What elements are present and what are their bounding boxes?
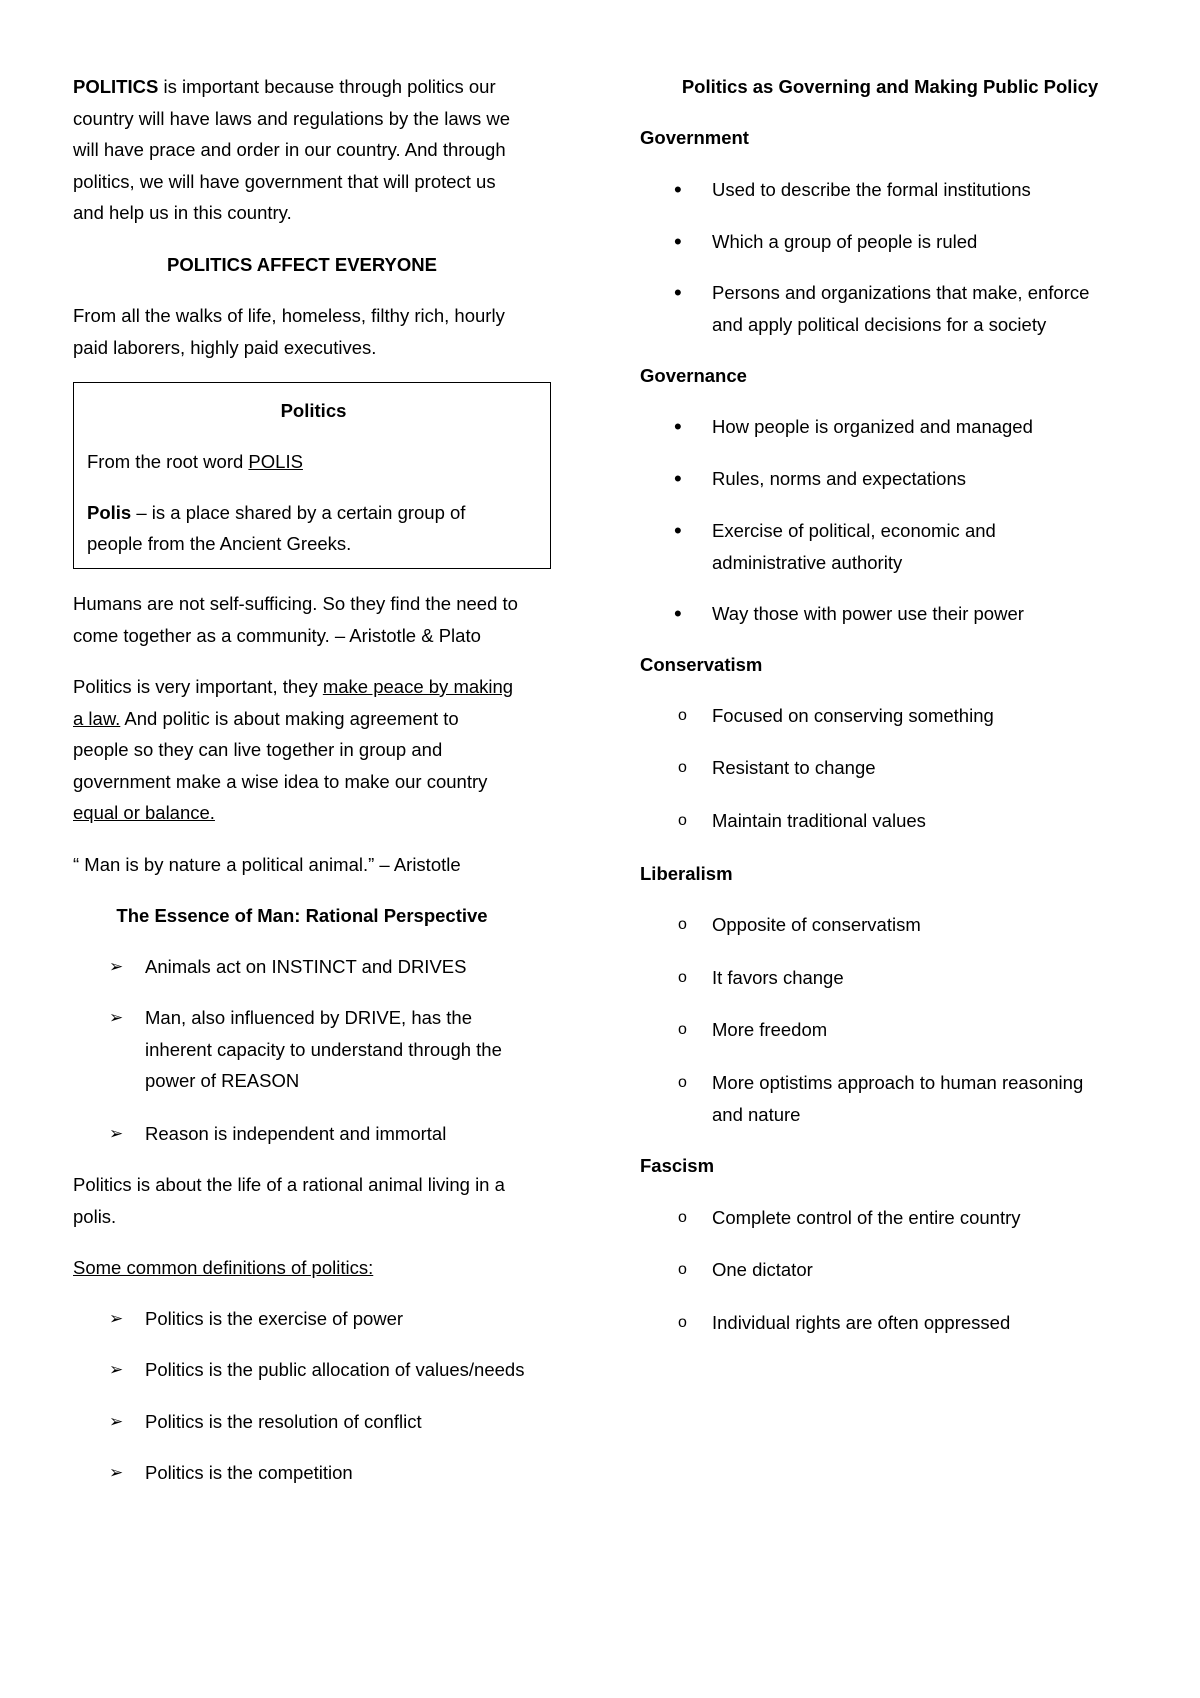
government-item-1: Used to describe the formal institutions <box>712 179 1031 200</box>
conservatism-title-text: Conservatism <box>640 654 763 675</box>
essence-item-3-line-1: Reason is independent and immortal <box>145 1123 447 1144</box>
humans-line-1: Humans are not self-sufficing. So they find the need to <box>73 593 518 614</box>
intro-line-1-text: is important because through politics our <box>158 76 496 97</box>
conservatism-item-3: Maintain traditional values <box>712 810 926 831</box>
right-heading <box>640 71 1160 103</box>
governance-item-3-line-1: Exercise of political, economic and <box>712 520 996 541</box>
fascism-item-1: Complete control of the entire country <box>712 1207 1021 1228</box>
intro-paragraph <box>73 71 573 229</box>
governance-title <box>640 360 1160 392</box>
box-polis-term: Polis <box>87 502 132 523</box>
right-heading-text: Politics as Governing and Making Public Policy <box>681 76 1099 97</box>
governance-item-text <box>712 598 1160 630</box>
governance-item-2: Rules, norms and expectations <box>712 468 966 489</box>
governance-item-text <box>712 411 1160 443</box>
bullet-dot-icon: • <box>674 177 682 202</box>
government-item-3-line-1: Persons and organizations that make, enforce <box>712 282 1090 303</box>
liberalism-title <box>640 858 1160 890</box>
intro-line-3: will have prace and order in our country. And through <box>73 139 506 160</box>
definition-3: Politics is the resolution of conflict <box>145 1411 422 1432</box>
bullet-dot-icon: • <box>674 601 682 626</box>
definition-item-text <box>145 1457 573 1489</box>
intro-line-2: country will have laws and regulations by the laws we <box>73 107 511 129</box>
circle-bullet-icon: o <box>678 1074 687 1091</box>
essence-item-2-line-1: Man, also influenced by DRIVE, has the <box>145 1007 473 1028</box>
arrow-bullet-icon: ➢ <box>109 1309 124 1328</box>
definition-1: Politics is the exercise of power <box>145 1308 404 1329</box>
intro-line-4: politics, we will have government that will protect us <box>73 170 496 192</box>
circle-bullet-icon: o <box>678 969 687 986</box>
government-item-text <box>712 277 1160 340</box>
essence-heading <box>73 900 573 932</box>
government-item-2: Which a group of people is ruled <box>712 231 978 252</box>
circle-bullet-icon: o <box>678 812 687 829</box>
importance-l1-underline: make peace by making <box>322 676 514 697</box>
humans-line-2: come together as a community. – Aristotle & Plato <box>73 624 481 646</box>
circle-bullet-icon: o <box>678 916 687 933</box>
polis-definition-box <box>73 382 551 569</box>
box-polis-line-1 <box>87 497 540 529</box>
essence-item-2-line-2: inherent capacity to understand through the <box>145 1038 502 1060</box>
circle-bullet-icon: o <box>678 1209 687 1226</box>
government-title <box>640 122 1160 154</box>
essence-item-2-line-3: power of REASON <box>145 1070 300 1091</box>
walks-paragraph <box>73 300 573 363</box>
definition-item-text <box>145 1354 573 1386</box>
intro-bold: POLITICS <box>73 76 159 97</box>
arrow-bullet-icon: ➢ <box>109 1124 124 1143</box>
conservatism-item-2: Resistant to change <box>712 757 876 778</box>
walks-line-2: paid laborers, highly paid executives. <box>73 336 377 358</box>
governance-item-text <box>712 515 1160 578</box>
essence-item-1-line-1: Animals act on INSTINCT and DRIVES <box>145 956 467 977</box>
rational-line-2: polis. <box>73 1205 117 1227</box>
fascism-title <box>640 1150 1160 1182</box>
importance-line-5 <box>73 797 573 829</box>
affect-heading-text: POLITICS AFFECT EVERYONE <box>167 254 437 275</box>
importance-line-2 <box>73 703 573 735</box>
arrow-bullet-icon: ➢ <box>109 1360 124 1379</box>
importance-line-4: government make a wise idea to make our country <box>73 770 488 792</box>
humans-paragraph <box>73 588 573 651</box>
importance-line-1 <box>73 671 573 703</box>
box-root-prefix: From the root word <box>87 451 249 472</box>
walks-line-1: From all the walks of life, homeless, filthy rich, hourly <box>73 305 505 326</box>
arrow-bullet-icon: ➢ <box>109 1008 124 1027</box>
box-root-line <box>87 446 540 478</box>
government-title-text: Government <box>640 127 749 148</box>
liberalism-item-text <box>712 909 1160 941</box>
box-polis-line-2: people from the Ancient Greeks. <box>87 533 352 554</box>
arrow-bullet-icon: ➢ <box>109 957 124 976</box>
essence-item-text <box>145 1118 573 1150</box>
importance-l2-underline: a law. <box>73 707 121 729</box>
box-title-text: Politics <box>280 400 347 421</box>
liberalism-item-1: Opposite of conservatism <box>712 914 921 935</box>
fascism-item-text <box>712 1254 1160 1286</box>
definition-item-text <box>145 1406 573 1438</box>
affect-heading <box>73 249 573 281</box>
government-item-3-line-2: and apply political decisions for a society <box>712 313 1047 335</box>
liberalism-item-text <box>712 1014 1160 1046</box>
arrow-bullet-icon: ➢ <box>109 1463 124 1482</box>
importance-l1-text: Politics is very important, they <box>73 676 323 697</box>
bullet-dot-icon: • <box>674 466 682 491</box>
essence-item-text <box>145 1002 573 1097</box>
conservatism-item-text <box>712 700 1160 732</box>
government-item-text <box>712 174 1160 206</box>
liberalism-item-4-line-1: More optistims approach to human reasoning <box>712 1072 1084 1093</box>
definition-2: Politics is the public allocation of values/needs <box>145 1359 525 1380</box>
conservatism-item-1: Focused on conserving something <box>712 705 994 726</box>
box-root-word: POLIS <box>248 451 303 472</box>
intro-line-5: and help us in this country. <box>73 202 292 223</box>
liberalism-item-text <box>712 1067 1160 1130</box>
definitions-heading <box>73 1252 573 1284</box>
box-title <box>87 395 540 427</box>
conservatism-item-text <box>712 805 1160 837</box>
aristotle-quote: “ Man is by nature a political animal.” – Aristotle <box>73 854 461 875</box>
circle-bullet-icon: o <box>678 1261 687 1278</box>
importance-line-3: people so they can live together in group and <box>73 739 443 760</box>
governance-item-1: How people is organized and managed <box>712 416 1033 437</box>
rational-line-1: Politics is about the life of a rational animal living in a <box>73 1174 505 1195</box>
box-polis-def: – is a place shared by a certain group of <box>131 502 466 523</box>
rational-paragraph <box>73 1169 573 1232</box>
fascism-item-text <box>712 1307 1160 1339</box>
governance-item-text <box>712 463 1160 495</box>
liberalism-item-3: More freedom <box>712 1019 828 1040</box>
importance-l2-text: And politic is about making agreement to <box>120 707 459 729</box>
bullet-dot-icon: • <box>674 229 682 254</box>
liberalism-item-text <box>712 962 1160 994</box>
governance-item-4: Way those with power use their power <box>712 603 1024 624</box>
fascism-item-text <box>712 1202 1160 1234</box>
definitions-heading-text: Some common definitions of politics: <box>73 1257 374 1278</box>
fascism-item-2: One dictator <box>712 1259 813 1280</box>
conservatism-item-text <box>712 752 1160 784</box>
fascism-title-text: Fascism <box>640 1155 715 1176</box>
fascism-item-3: Individual rights are often oppressed <box>712 1312 1011 1333</box>
definition-item-text <box>145 1303 573 1335</box>
liberalism-title-text: Liberalism <box>640 863 733 884</box>
intro-line-1 <box>73 71 573 103</box>
bullet-dot-icon: • <box>674 518 682 543</box>
liberalism-item-4-line-2: and nature <box>712 1103 801 1125</box>
definition-4: Politics is the competition <box>145 1462 353 1483</box>
bullet-dot-icon: • <box>674 280 682 305</box>
governance-title-text: Governance <box>640 365 747 386</box>
essence-heading-text: The Essence of Man: Rational Perspective <box>116 905 488 926</box>
governance-item-3-line-2: administrative authority <box>712 551 903 573</box>
circle-bullet-icon: o <box>678 1314 687 1331</box>
liberalism-item-2: It favors change <box>712 967 844 988</box>
circle-bullet-icon: o <box>678 1021 687 1038</box>
importance-l5-underline: equal or balance. <box>73 802 215 823</box>
arrow-bullet-icon: ➢ <box>109 1412 124 1431</box>
conservatism-title <box>640 649 1160 681</box>
government-item-text <box>712 226 1160 258</box>
essence-item-text <box>145 951 573 983</box>
importance-paragraph <box>73 671 573 829</box>
circle-bullet-icon: o <box>678 707 687 724</box>
bullet-dot-icon: • <box>674 414 682 439</box>
circle-bullet-icon: o <box>678 759 687 776</box>
